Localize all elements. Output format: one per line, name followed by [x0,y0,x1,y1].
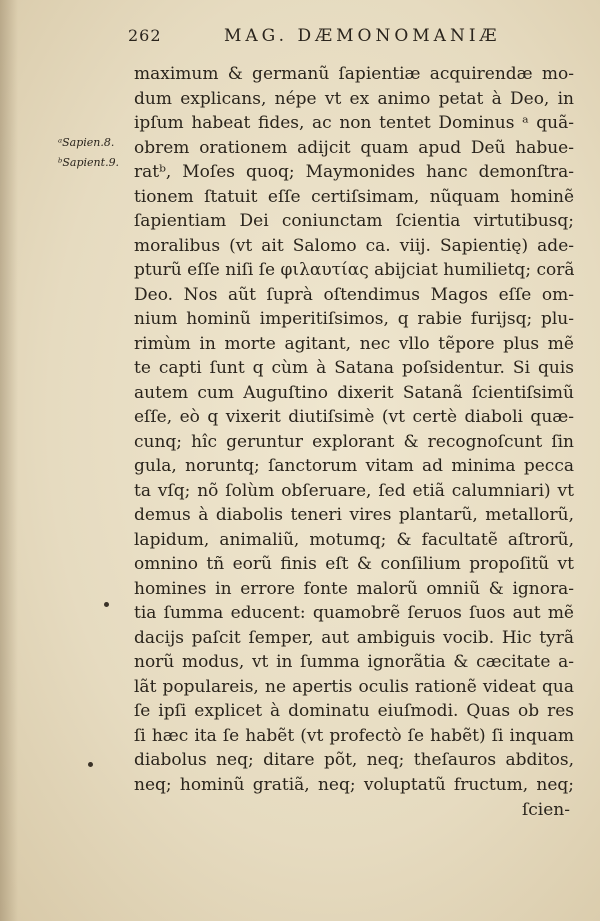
text-line: ſi hæc ita ſe habẽt (vt profectò ſe habẽt) ſi inquam [134,725,574,746]
text-line: ipſum habeat fides, ac non tentet Dominus ᵃ quã- [134,113,574,133]
running-title: MAG. DÆMONOMANIÆ [224,26,501,46]
text-line: tia ſumma educent: quamobrẽ ſeruos ſuos aut mẽ [134,603,574,623]
text-line: norũ modus, vt in ſumma ignorãtia & cæcitate a- [134,652,574,672]
text-line: dacijs paſcit ſemper, aut ambiguis vocib. Hic tyrã [134,627,574,648]
text-line: Deo. Nos aũt ſuprà oſtendimus Magos eſſe om- [134,284,574,305]
body-text [134,62,574,797]
text-line: nium hominũ imperitiſsimos, q rabie furijsq; plu- [134,309,574,329]
running-head [128,24,570,54]
text-line: ſe ipſi explicet à dominatu eiuſmodi. Quas ob res [134,701,574,721]
text-line: demus à diabolis teneri vires plantarũ, metallorũ, [134,505,574,525]
text-line: moralibus (vt ait Salomo ca. viij. Sapientię) ade- [134,235,574,256]
text-line: rimùm in morte agitant, nec vllo tẽpore plus mẽ [134,333,574,354]
text-line: pturũ eſſe niſi ſe φιλαυτίας abijciat humilietq; corã [134,260,574,280]
text-line: tionem ſtatuit eſſe certiſsimam, nũquam hominẽ [134,186,574,207]
text-line: homines in errore fonte malorũ omniũ & ignora- [134,578,574,599]
margin-mark [104,602,109,607]
text-line: eſſe, eò q vixerit diutiſsimè (vt certè diaboli quæ- [134,407,574,427]
text-line: obrem orationem adijcit quam apud Deũ habue- [134,137,574,158]
text-line: gula, noruntq; ſanctorum vitam ad minima pecca [134,456,574,476]
text-line: ſapientiam Dei coniunctam ſcientia virtutibusq; [134,211,574,231]
margin-note: ᵇSapient.9. [58,156,120,169]
text-line: dum explicans, népe vt ex animo petat à Deo, in [134,88,574,109]
text-line: ta vſq; nõ ſolùm obſeruare, ſed etiã calumniari) vt [134,480,574,501]
margin-note: ᵃSapien.8. [58,136,115,149]
text-line: ratᵇ, Moſes quoq; Maymonides hanc demonſtra- [134,162,574,182]
text-line: neq; hominũ gratiã, neq; voluptatũ fructum, neq; [134,774,574,795]
text-line: diabolus neq; ditare põt, neq; theſauros abditos, [134,750,574,770]
text-line: lapidum, animaliũ, motumq; & facultatẽ aſtrorũ, [134,529,574,550]
text-line: maximum & germanũ ſapientiæ acquirendæ mo- [134,64,574,84]
margin-mark [88,762,93,767]
text-line: autem cum Auguſtino dixerit Satanã ſcientiſsimũ [134,382,574,403]
text-line: lãt populareis, ne apertis oculis rationẽ videat qua [134,676,574,697]
catchword: ſcien- [521,800,570,820]
page-number: 262 [128,26,162,45]
text-line: omnino tñ eorũ finis eſt & conſilium propoſitũ vt [134,554,574,574]
gutter-shadow [0,0,18,921]
text-line: te capti ſunt q cùm à Satana poſsidentur. Si quis [134,358,574,378]
text-line: cunq; hîc geruntur explorant & recognoſcunt ſin [134,431,574,452]
